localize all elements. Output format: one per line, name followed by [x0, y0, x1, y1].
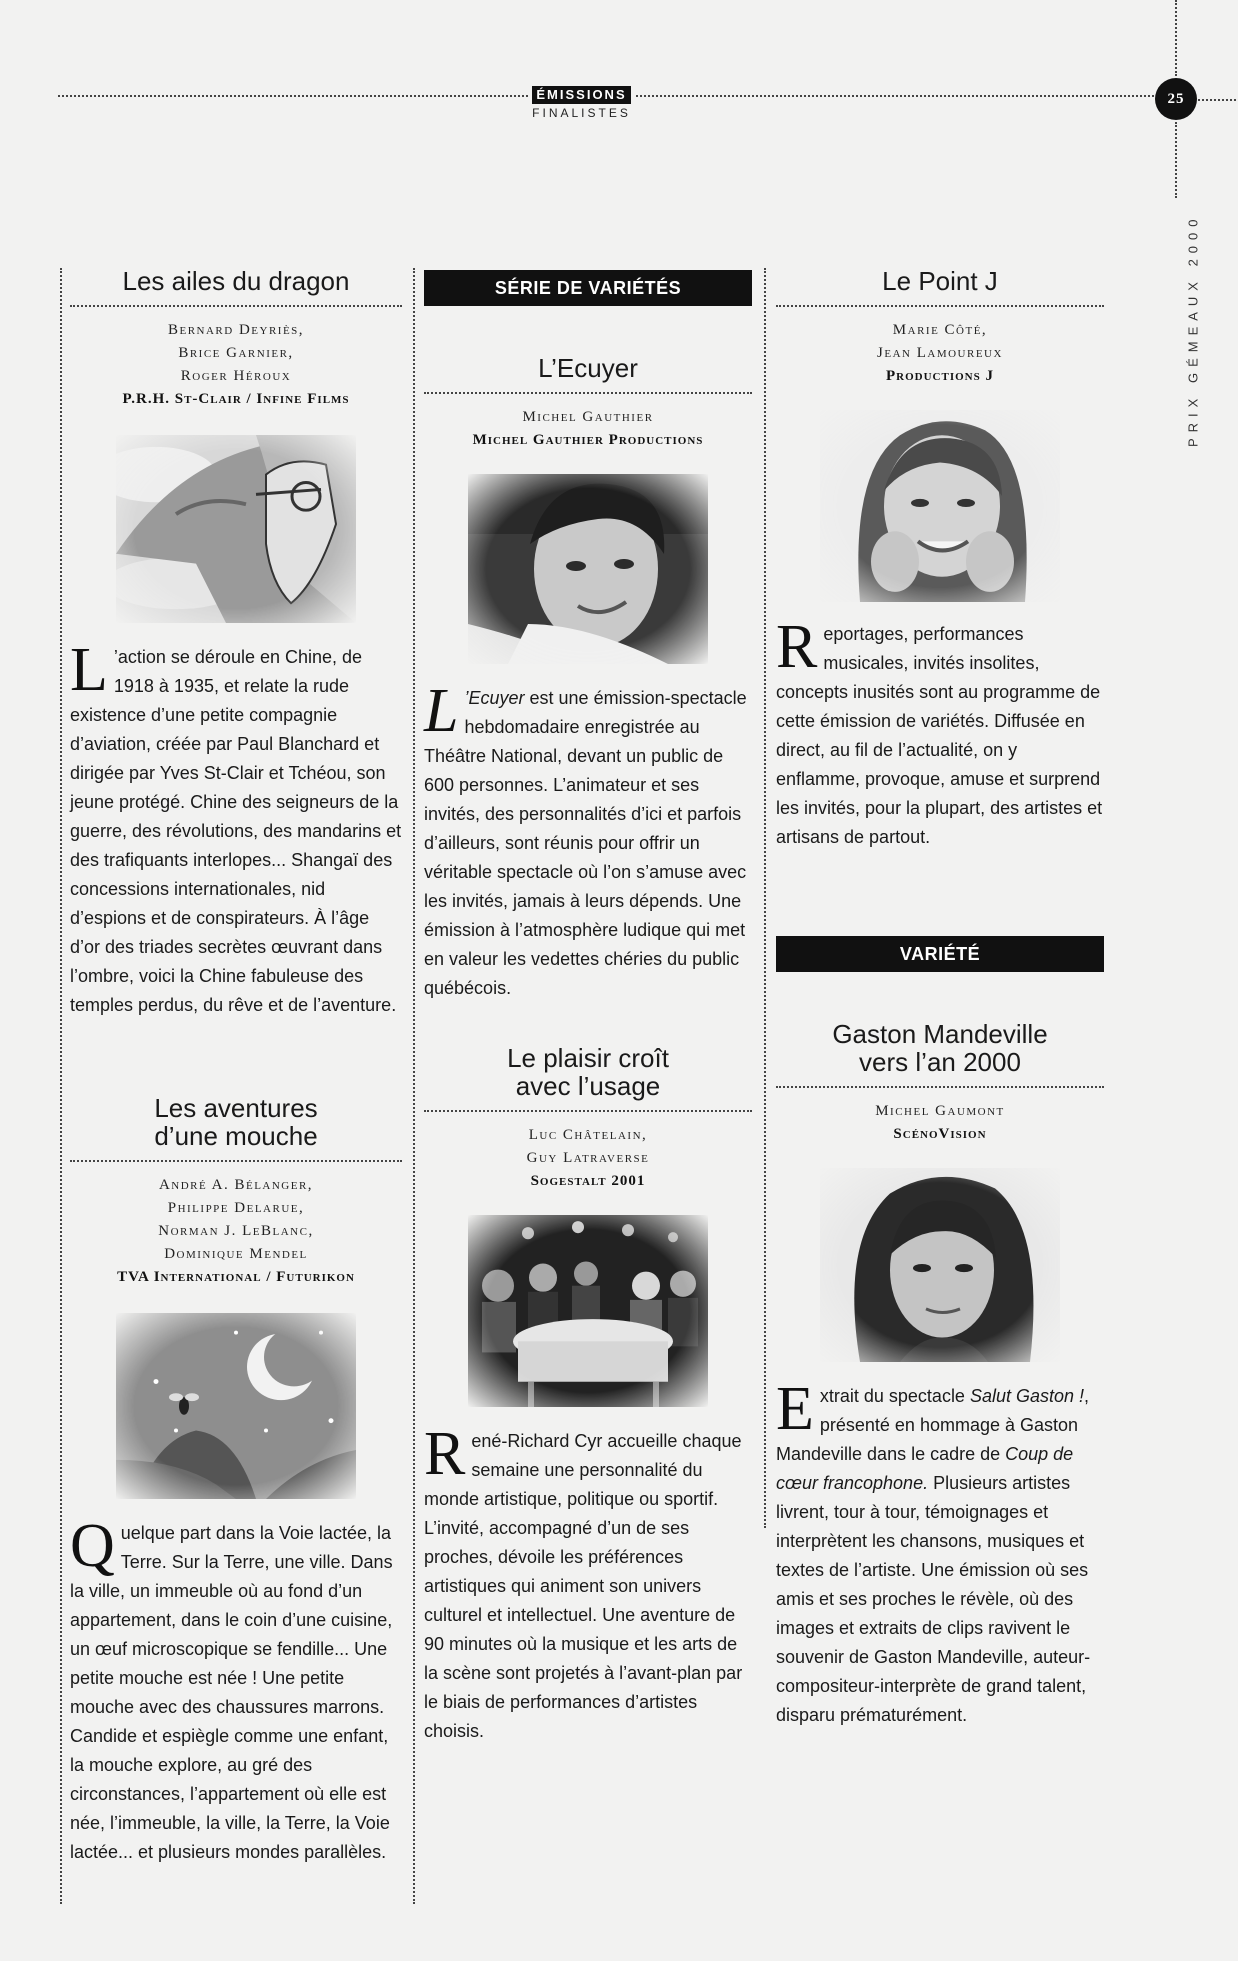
production-company: Sogestalt 2001	[530, 1173, 646, 1189]
show-description	[776, 613, 1104, 852]
drop-cap: L	[424, 677, 459, 745]
production-company: P.R.H. St-Clair / Infine Films	[122, 391, 350, 407]
credit-line: Brice Garnier,	[178, 345, 294, 361]
header-rule-right	[636, 95, 1154, 97]
show-title-line: d’une mouche	[154, 1121, 318, 1151]
credit-line: Michel Gauthier	[522, 409, 654, 425]
column-rule-2	[413, 268, 415, 1904]
header-rule-left	[58, 95, 528, 97]
page-number: 25	[1155, 78, 1197, 120]
drop-cap: L	[70, 636, 108, 704]
show-le-point-j	[776, 267, 1104, 852]
show-lecuyer	[424, 354, 752, 1003]
description-text: eportages, performances musicales, invités insolites, concepts inusités sont au programme de cette émission de variétés. Diffusée en direct, au fil de l’actualité, on y enflamme, provoque, amuse et surprend les invités, pour la plupart, des artistes et artisans de partout.	[776, 624, 1103, 847]
show-title-line: vers l’an 2000	[859, 1047, 1021, 1077]
category-bar: SÉRIE DE VARIÉTÉS	[424, 270, 752, 306]
credit-line: Norman J. LeBlanc,	[158, 1223, 314, 1239]
subsection-label: FINALISTES	[532, 106, 631, 120]
credit-line: Jean Lamoureux	[877, 345, 1003, 361]
production-company: TVA International / Futurikon	[117, 1269, 355, 1285]
animated-night-moon-image	[116, 1313, 356, 1499]
show-title	[776, 1020, 1104, 1088]
host-woman-portrait-photo	[820, 410, 1060, 602]
description-text: Plusieurs artistes livrent, tour à tour, témoignages et interprètent les chansons, musiques et textes de l’artiste. Une émission où ses amis et ses proches le révèle, où des images et extraits de clips ravivent le souvenir de Gaston Mandeville, auteur-compositeur-interprète de grand talent, disparu prématurément.	[776, 1473, 1091, 1725]
show-les-ailes-du-dragon	[70, 267, 402, 1020]
section-label: ÉMISSIONS	[532, 86, 630, 104]
description-text: ’action se déroule en Chine, de 1918 à 1935, et relate la rude existence d’une petite compagnie d’aviation, créée par Paul Blanchard et dirigée par Yves St-Clair et Tchéou, son jeune protégé. Chine des seigneurs de la guerre, des révolutions, des mandarins et des trafiquants interlopes... Shangaï des concessions internationales, nid d’espions et de conspirateurs. À l’âge d’or des triades secrètes œuvrant dans l’ombre, voici la Chine fabuleuse des temples perdus, du rêve et de l’aventure.	[70, 647, 402, 1015]
header-rule-far-right	[1198, 99, 1236, 101]
studio-table-photo	[468, 1215, 708, 1407]
show-description	[70, 636, 402, 1020]
show-title-line: avec l’usage	[515, 1071, 661, 1101]
description-italic: ’Ecuyer	[464, 688, 525, 708]
credit-line: Dominique Mendel	[164, 1246, 308, 1262]
show-description	[424, 1420, 752, 1746]
description-text: uelque part dans la Voie lactée, la Terre. Sur la Terre, une ville. Dans la ville, un immeuble où au fond d’un appartement, dans le coin d’une cuisine, un œuf microscopique se fendille... Une petite mouche est née ! Une petite mouche avec des chaussures marrons. Candide et espiègle comme une enfant, la mouche explore, au gré des circonstances, l’appartement où elle est née, l’immeuble, la ville, la Terre, la Voie lactée... et plusieurs mondes parallèles.	[70, 1523, 393, 1862]
description-text: , présenté en hommage à Gaston Mandeville dans le cadre de	[776, 1386, 1090, 1464]
show-title	[70, 1094, 402, 1162]
show-description	[70, 1512, 402, 1867]
show-title	[424, 1044, 752, 1112]
credit-line: Roger Héroux	[180, 368, 292, 384]
show-description	[424, 677, 752, 1003]
drop-cap: R	[424, 1420, 466, 1488]
right-margin-rule-top	[1175, 0, 1177, 76]
description-text: est une émission-spectacle hebdomadaire enregistrée au Théâtre National, devant un public de 600 personnes. L’animateur et ses invités, des personnalités d’ici et parfois d’ailleurs, sont réunis pour offrir un véritable spectacle où l’on s’amuse avec les invités, jamais à leurs dépends. Une émission à l’atmosphère ludique qui met en valeur les vedettes chéries du public québécois.	[424, 688, 747, 998]
drop-cap: R	[776, 613, 818, 681]
production-company: Michel Gauthier Productions	[472, 432, 704, 448]
production-company: ScénoVision	[893, 1126, 987, 1142]
category-bar: VARIÉTÉ	[776, 936, 1104, 972]
credit-line: André A. Bélanger,	[158, 1177, 314, 1193]
show-title-line: Les aventures	[154, 1093, 318, 1123]
credit-line: Marie Côté,	[892, 322, 988, 338]
show-title-line: Gaston Mandeville	[832, 1019, 1048, 1049]
side-title: PRIX GÉMEAUX 2000	[1185, 213, 1201, 447]
animated-pilot-image	[116, 435, 356, 623]
credit-line: Michel Gaumont	[875, 1103, 1005, 1119]
drop-cap: E	[776, 1375, 814, 1443]
drop-cap: Q	[70, 1512, 115, 1580]
show-title: Le Point J	[776, 267, 1104, 307]
description-italic: Coup de cœur francophone.	[776, 1444, 1074, 1493]
column-rule-3	[764, 268, 766, 1528]
credit-line: Bernard Deyriès,	[167, 322, 305, 338]
credit-line: Philippe Delarue,	[167, 1200, 305, 1216]
section-header	[529, 86, 634, 120]
description-text: xtrait du spectacle	[819, 1386, 970, 1406]
singer-portrait-photo	[820, 1168, 1060, 1362]
show-gaston-mandeville	[776, 1020, 1104, 1730]
show-description	[776, 1375, 1104, 1730]
show-le-plaisir-croit	[424, 1044, 752, 1746]
credit-line: Guy Latraverse	[526, 1150, 650, 1166]
description-text: ené-Richard Cyr accueille chaque semaine une personnalité du monde artistique, politique ou sportif. L’invité, accompagné d’un de ses proches, dévoile les préférences artistiques qui animent son univers culturel et intellectuel. Une aventure de 90 minutes où la musique et les arts de la scène sont projetés à l’avant-plan par le biais de performances d’artistes choisis.	[424, 1431, 743, 1741]
production-company: Productions J	[886, 368, 994, 384]
column-rule-1	[60, 268, 62, 1904]
credit-line: Luc Châtelain,	[528, 1127, 648, 1143]
description-italic: Salut Gaston !	[969, 1386, 1085, 1406]
right-margin-rule	[1175, 122, 1177, 198]
show-title: L’Ecuyer	[424, 354, 752, 394]
show-title-line: Le plaisir croît	[507, 1043, 669, 1073]
host-portrait-photo	[468, 474, 708, 664]
show-les-aventures-dune-mouche	[70, 1094, 402, 1867]
show-title: Les ailes du dragon	[70, 267, 402, 307]
